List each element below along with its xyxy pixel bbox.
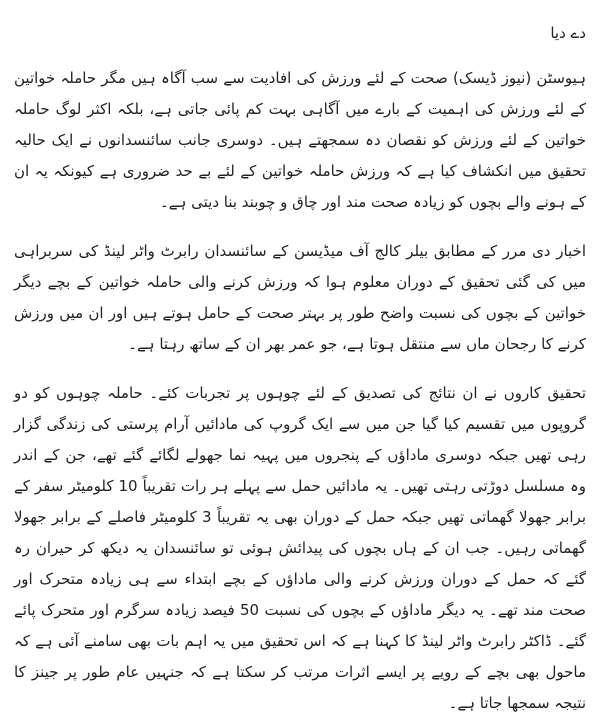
paragraph-2: اخبار دی مرر کے مطابق بیلر کالج آف میڈیسن کے سائنسدان رابرٹ واٹر لینڈ کی سربراہی میں کی گئی تحقیق کے دوران معلوم ہوا کہ ورزش کرنے والی حاملہ خواتین کے بچے دیگر خواتین کے بچوں کی نسبت واضح طور پر بہتر صحت کے حامل ہوتے ہیں اور ان میں ورزش کرنے کا رجحان ماں سے منتقل ہوتا ہے، جو عمر بھر ان کے ساتھ رہتا ہے۔ <box>14 242 586 353</box>
paragraph-fragment: دے دیا <box>550 24 586 42</box>
paragraph-1: ہیوسٹن (نیوز ڈیسک) صحت کے لئے ورزش کی افادیت سے سب آگاہ ہیں مگر حاملہ خواتین کے لئے ورزش کی اہمیت کے بارے میں آگاہی بہت کم پائی جاتی ہے، بلکہ اکثر لوگ حاملہ خواتین کے لئے ورزش کو نقصان دہ سمجھتے ہیں۔ دوسری جانب سائنسدانوں نے ایک حالیہ تحقیق میں انکشاف کیا ہے کہ ورزش حاملہ خواتین کے لئے بے حد ضروری ہے کیونکہ یہ ان کے ہونے والے بچوں کو زیادہ صحت مند اور چاق و چوبند بنا دیتی ہے۔ <box>14 69 586 211</box>
article-body <box>14 18 586 719</box>
paragraph-3: تحقیق کاروں نے ان نتائج کی تصدیق کے لئے چوہوں پر تجربات کئے۔ حاملہ چوہوں کو دو گروپوں میں تقسیم کیا گیا جن میں سے ایک گروپ کی مادائیں آرام پرستی کی زندگی گزار رہی تھیں جبکہ دوسری ماداؤں کے پنجروں میں پہیہ نما جھولے لگائے گئے تھے، جن کے اندر وہ مسلسل دوڑتی رہتی تھیں۔ یہ مادائیں حمل سے پہلے ہر رات تقریباً 10 کلومیٹر سفر کے برابر جھولا گھماتی تھیں جبکہ حمل کے دوران بھی یہ تقریباً 3 کلومیٹر فاصلے کے برابر جھولا گھماتی رہیں۔ جب ان کے ہاں بچوں کی پیدائش ہوئی تو سائنسدان یہ دیکھ کر حیران رہ گئے کہ حمل کے دوران ورزش کرنے والی ماداؤں کے بچے ابتداء سے ہی زیادہ متحرک اور صحت مند تھے۔ یہ دیگر ماداؤں کے بچوں کی نسبت 50 فیصد زیادہ سرگرم اور متحرک پائے گئے۔ ڈاکٹر رابرٹ واٹر لینڈ کا کہنا ہے کہ اس تحقیق میں یہ اہم بات بھی سامنے آئی ہے کہ ماحول بھی بچے کے رویے پر ایسے اثرات مرتب کر سکتا ہے کہ جنہیں عام طور پر جینز کا نتیجہ سمجھا جاتا ہے۔ <box>14 384 586 712</box>
